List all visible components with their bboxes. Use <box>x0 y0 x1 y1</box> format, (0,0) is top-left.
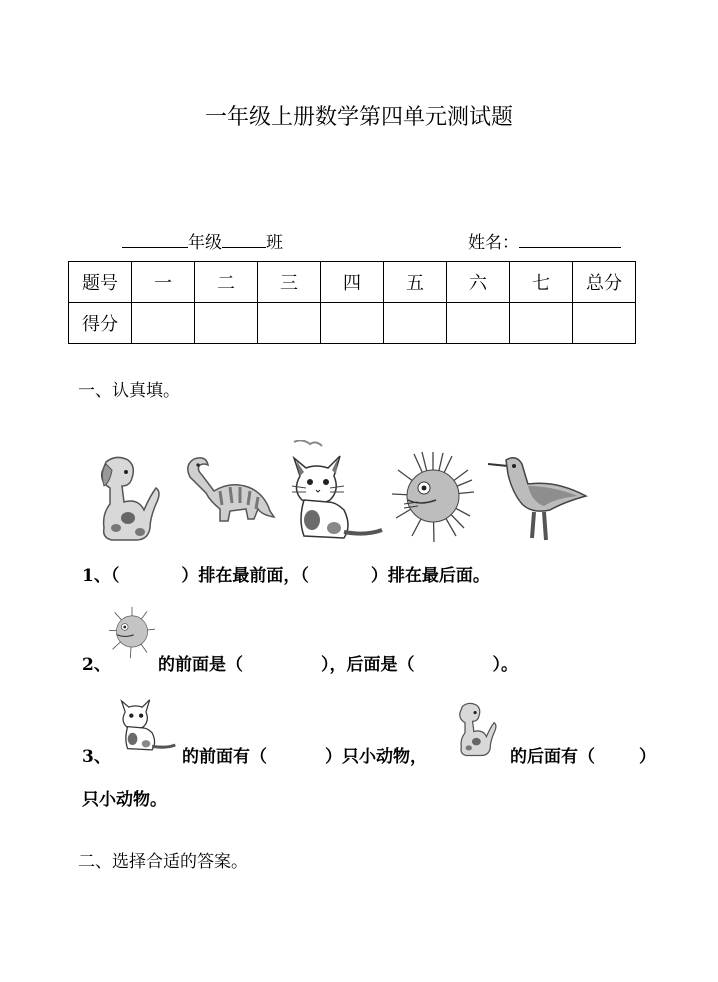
q1-number: 1、 <box>82 566 111 586</box>
question-3-number: 3、 <box>82 747 111 767</box>
header-cell: 一 <box>132 262 195 303</box>
question-3-part-2 <box>510 742 656 767</box>
question-1 <box>82 561 490 586</box>
name-label: 姓名： <box>468 233 519 253</box>
hedgehog-icon <box>390 448 476 546</box>
header-cell: 题号 <box>69 262 132 303</box>
dinosaur-icon <box>180 455 278 523</box>
header-cell: 三 <box>258 262 321 303</box>
dog-icon <box>452 700 502 758</box>
score-cell[interactable] <box>132 303 195 344</box>
class-label: 班 <box>266 233 283 253</box>
dog-icon <box>92 452 166 544</box>
q2-text-3: ）。 <box>492 655 518 675</box>
question-2-number: 2、 <box>82 655 111 675</box>
score-cell[interactable] <box>447 303 510 344</box>
hedgehog-icon <box>108 600 156 664</box>
score-row-label: 得分 <box>69 303 132 344</box>
bird-icon <box>486 452 590 544</box>
section1-heading: 一、认真填。 <box>78 381 180 401</box>
question-3 <box>182 742 427 767</box>
score-value-row <box>69 303 636 344</box>
q1-text-1: （ <box>110 566 120 586</box>
section2-heading: 二、选择合适的答案。 <box>78 852 248 872</box>
class-blank[interactable] <box>222 231 266 248</box>
grade-class-line <box>122 228 283 253</box>
q3-text-1: 的前面有（ <box>182 747 267 767</box>
grade-blank[interactable] <box>122 231 188 248</box>
question-2 <box>158 650 518 675</box>
header-cell: 二 <box>195 262 258 303</box>
q1-text-3: ）排在最后面。 <box>370 566 490 586</box>
header-cell: 四 <box>321 262 384 303</box>
cat-icon <box>112 690 180 756</box>
grade-label: 年级 <box>188 233 222 253</box>
header-cell: 六 <box>447 262 510 303</box>
cat-icon <box>282 440 386 548</box>
name-line <box>468 228 621 253</box>
name-blank[interactable] <box>519 231 621 248</box>
header-cell: 总分 <box>573 262 636 303</box>
q3-text-2: ）只小动物， <box>325 747 427 767</box>
q3-text-3: 的后面有（ <box>510 747 595 767</box>
q3-text-4: ） <box>639 747 656 767</box>
score-cell[interactable] <box>195 303 258 344</box>
q2-text-1: 的前面是（ <box>158 655 243 675</box>
score-cell[interactable] <box>384 303 447 344</box>
score-table <box>68 261 636 344</box>
header-cell: 七 <box>510 262 573 303</box>
question-3-continuation: 只小动物。 <box>82 790 167 810</box>
q1-text-2: ）排在最前面，（ <box>181 566 309 586</box>
page-title: 一年级上册数学第四单元测试题 <box>204 105 513 130</box>
score-header-row <box>69 262 636 303</box>
score-cell[interactable] <box>510 303 573 344</box>
q2-text-2: ），后面是（ <box>321 655 415 675</box>
header-cell: 五 <box>384 262 447 303</box>
score-cell[interactable] <box>573 303 636 344</box>
score-cell[interactable] <box>258 303 321 344</box>
score-cell[interactable] <box>321 303 384 344</box>
